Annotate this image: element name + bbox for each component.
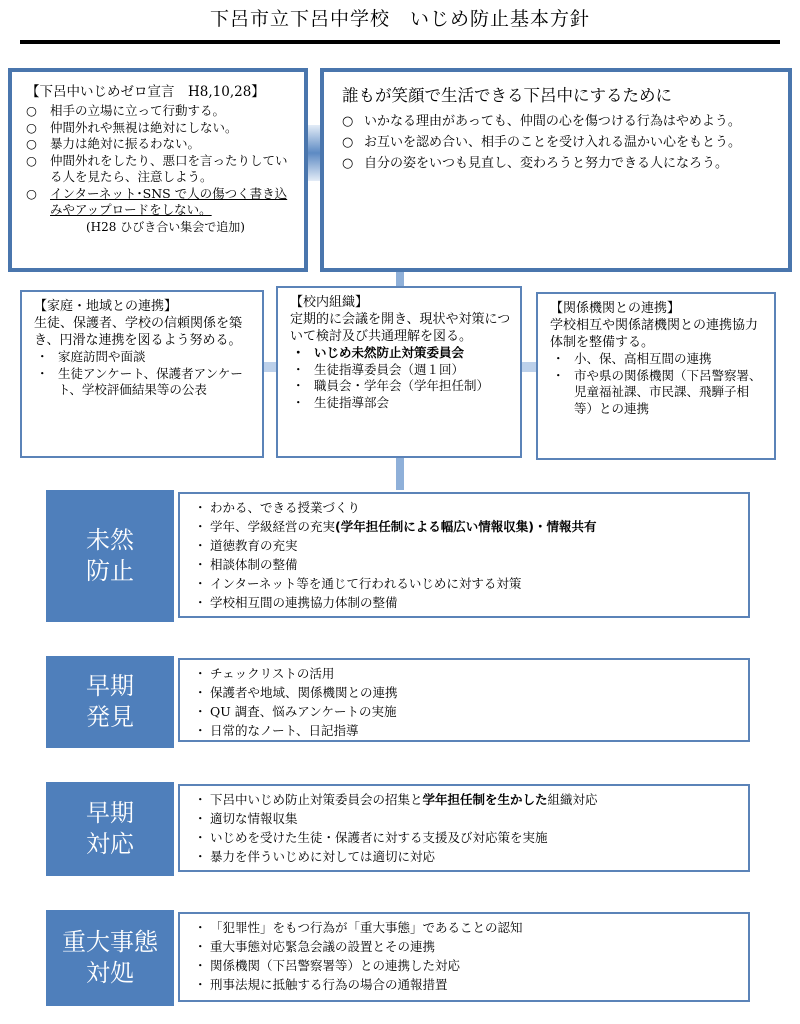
declaration-item-text: インターネット･SNS で人の傷つく書き込みやアップロードをしない。 [50,185,288,217]
stage-item: ・ QU 調査、悩みアンケートの実施 [198,702,738,721]
declaration-box [8,68,308,272]
agencies-box [536,292,776,460]
agencies-body: 学校相互や関係諸機関との連携協力体制を整備する。 [550,318,759,350]
stage-response-label [46,782,174,876]
declaration-item: ○ 暴力は絶対に振るわない。 [26,136,294,153]
page-title: 下呂市立下呂中学校 いじめ防止基本方針 [209,8,590,30]
goal-list [342,111,776,174]
school-to-stages-connector [396,458,404,490]
stage-label-line: 早期 [86,799,134,827]
stage-prevention-detail [178,492,750,618]
stage-label-line: 発見 [86,703,134,731]
declaration-item-internet [26,186,294,219]
stage-item [198,790,738,809]
family-list [34,349,254,399]
stage-item: ・ 刑事法規に抵触する行為の場合の通報措置 [198,975,738,994]
agencies-item: ・ 小、保、高相互間の連携 [550,351,766,368]
school-item: ・ 職員会・学年会（学年担任制） [290,378,512,395]
agencies-item: ・ 市や県の関係機関（下呂警察署、児童福祉課、市民課、飛騨子相等）との連携 [550,368,766,418]
declaration-item: ○ 相手の立場に立って行動する。 [26,103,294,120]
school-body: 定期的に会議を開き、現状や対策について検討及び共通理解を図る。 [290,312,511,344]
stage-item-bold: (学年担任制による幅広い情報収集)・情報共有 [335,519,597,534]
stage-item: ・ チェックリストの活用 [198,664,738,683]
stage-item-bold: 学年担任制を生かした [422,792,548,807]
family-item: ・ 生徒アンケート、保護者アンケート、学校評価結果等の公表 [34,366,254,399]
stage-item: ・ 関係機関（下呂警察署等）との連携した対応 [198,956,738,975]
agencies-heading: 【関係機関との連携】 [550,301,681,316]
goal-to-school-connector [396,270,404,286]
stage-detection-label [46,656,174,748]
stage-item: ・ 学校相互間の連携協力体制の整備 [198,593,738,612]
stage-item: ・ 道徳教育の充実 [198,536,738,555]
stage-item: ・ 保護者や地域、関係機関との連携 [198,683,738,702]
stage-item-text: 学年、学級経営の充実 [210,519,336,534]
stage-prevention-list [198,498,738,612]
school-item: ・ 生徒指導部会 [290,395,512,412]
family-item: ・ 家庭訪問や面談 [34,349,254,366]
stage-label-line: 重大事態 [62,928,158,956]
declaration-item: ○ 仲間外れや無視は絶対にしない。 [26,120,294,137]
school-item: ・ いじめ未然防止対策委員会 [290,345,512,362]
declaration-list [26,103,294,219]
school-list [290,345,512,411]
family-body: 生徒、保護者、学校の信頼関係を築き、円滑な連携を図るよう努める。 [34,316,243,348]
school-item: ・ 生徒指導委員会（週１回） [290,362,512,379]
family-box [20,290,264,458]
stage-serious-detail [178,912,750,1002]
stage-label-line: 防止 [86,557,134,585]
school-org-box [276,286,522,458]
stage-prevention-label [46,490,174,622]
stage-response-detail [178,784,750,872]
goal-heading: 誰もが笑顔で生活できる下呂中にするために [342,86,672,105]
goal-box [320,68,792,272]
school-agency-connector [520,362,536,372]
title-rule [20,40,780,44]
stage-label-line: 未然 [86,526,134,554]
stage-label-line: 対処 [86,959,134,987]
stage-serious-list [198,918,738,994]
family-heading: 【家庭・地域との連携】 [34,299,178,314]
stage-item-text: 組織対応 [547,792,598,807]
stage-item: ・ いじめを受けた生徒・保護者に対する支援及び対応策を実施 [198,828,738,847]
goal-item: ○ いかなる理由があっても、仲間の心を傷つける行為はやめよう。 [342,111,776,132]
stage-response-list [198,790,738,866]
stage-detection-list [198,664,738,740]
school-heading: 【校内組織】 [290,295,369,310]
goal-item: ○ 自分の姿をいつも見直し、変わろうと努力できる人になろう。 [342,153,776,174]
stage-item: ・ 暴力を伴ういじめに対しては適切に対応 [198,847,738,866]
stage-item: ・ 重大事態対応緊急会議の設置とその連携 [198,937,738,956]
stage-item: ・ わかる、できる授業づくり [198,498,738,517]
declaration-note: (H28 ひびき合い集会で追加) [86,219,245,234]
stage-item: ・ 日常的なノート、日記指導 [198,721,738,740]
stage-label-line: 早期 [86,672,134,700]
goal-item: ○ お互いを認め合い、相手のことを受け入れる温かい心をもとう。 [342,132,776,153]
declaration-heading: 【下呂中いじめゼロ宣言 H8,10,28】 [26,84,265,100]
declaration-item: ○ 仲間外れをしたり、悪口を言ったりしている人を見たら、注意しよう。 [26,153,294,186]
stage-item: ・ 相談体制の整備 [198,555,738,574]
stage-label-line: 対応 [86,830,134,858]
stage-item: ・ 適切な情報収集 [198,809,738,828]
agencies-list [550,351,766,417]
school-family-connector [262,362,276,372]
stage-item-text: 下呂中いじめ防止対策委員会の招集と [210,792,423,807]
stage-item: ・ インターネット等を通じて行われるいじめに対する対策 [198,574,738,593]
stage-detection-detail [178,658,750,742]
stage-item: ・ 「犯罪性」をもつ行為が「重大事態」であることの認知 [198,918,738,937]
stage-serious-label [46,910,174,1006]
stage-item [198,517,738,536]
